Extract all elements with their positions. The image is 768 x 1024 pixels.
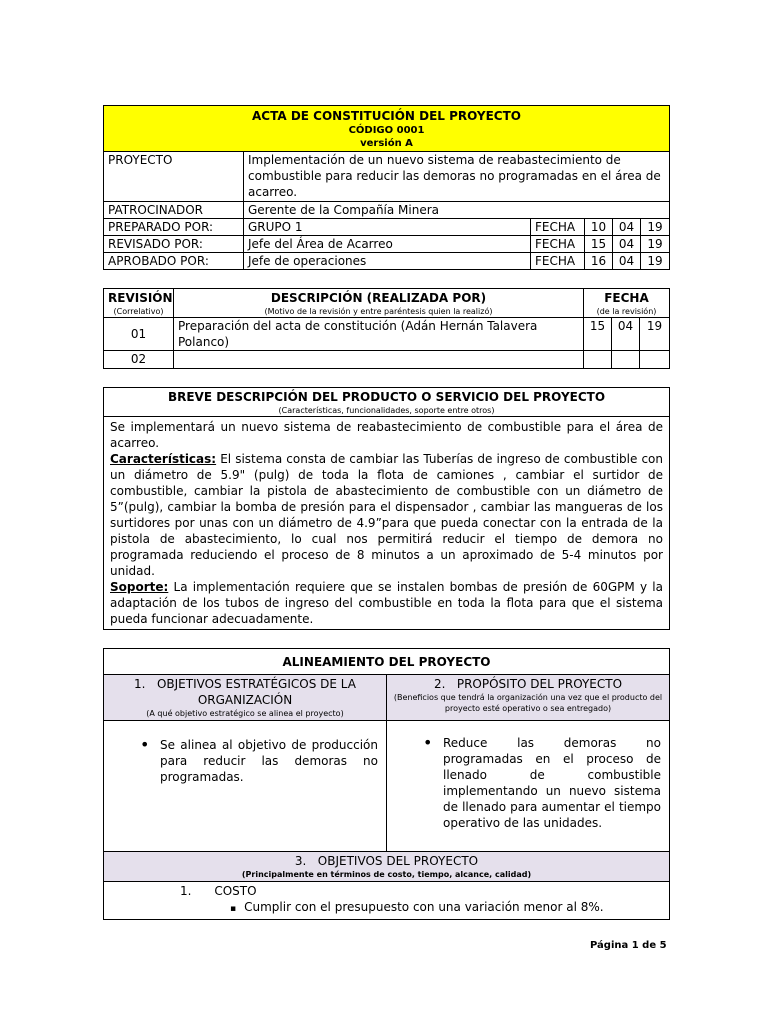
revision-month: 04 <box>612 318 640 351</box>
page-number: Página 1 de 5 <box>590 940 667 951</box>
acta-table <box>103 105 670 270</box>
date-month: 04 <box>613 253 641 270</box>
col-descripcion-sub: (Motivo de la revisión y entre paréntesis quien la realizó) <box>264 307 493 316</box>
date-day: 10 <box>585 219 613 236</box>
revisiones-table <box>103 288 670 369</box>
alineamiento-title: ALINEAMIENTO DEL PROYECTO <box>104 649 670 675</box>
caracteristicas-text: El sistema consta de cambiar las Tuberías de ingreso de combustible con un diámetro de 5.9" (pulg) de toda la flota de camiones , cambiar el surtidor de combustible, cambiar la pistola de abastecimiento de combustible con un diámetro de 5”(pulg), cambiar la bomba de presión para el dispensador , cambiar las mangueras de los surtidores por unas con un diámetro de 4.9”para que pueda conectar con la entrada de la pistola de abastecimiento, lo cual nos permitirá reducir el tiempo de demora no programada reduciendo el proceso de 8 minutos a un aproximado de 5-4 minutos por unidad. <box>110 452 663 578</box>
fecha-label: FECHA <box>531 219 585 236</box>
descripcion-title: BREVE DESCRIPCIÓN DEL PRODUCTO O SERVICIO DEL PROYECTO <box>167 390 606 404</box>
col-revision-header <box>104 289 174 318</box>
revisado-label: REVISADO POR: <box>104 236 244 253</box>
costo-label: 1. COSTO <box>180 884 257 898</box>
date-month: 04 <box>613 219 641 236</box>
col-descripcion-header <box>174 289 584 318</box>
col1-list <box>134 737 378 785</box>
acta-code: CÓDIGO 0001 <box>348 125 425 136</box>
revision-desc <box>174 351 584 369</box>
col-fecha-title: FECHA <box>604 291 649 305</box>
table-row <box>104 351 670 369</box>
objetivos-title: 3. OBJETIVOS DEL PROYECTO <box>294 854 479 868</box>
col2-title: 2. PROPÓSITO DEL PROYECTO <box>433 677 623 691</box>
patrocinador-label: PATROCINADOR <box>104 202 244 219</box>
aprobado-label: APROBADO POR: <box>104 253 244 270</box>
col-fecha-sub: (de la revisión) <box>596 307 657 316</box>
col1-title: 1. OBJETIVOS ESTRATÉGICOS DE LA ORGANIZACIÓN <box>134 677 356 707</box>
date-year: 19 <box>641 236 670 253</box>
acta-header <box>104 106 670 152</box>
proposito-cell <box>387 721 670 852</box>
table-row <box>104 318 670 351</box>
objetivos-estrategicos-header <box>104 675 387 721</box>
revision-num: 02 <box>104 351 174 369</box>
date-year: 19 <box>641 253 670 270</box>
acta-version: versión A <box>360 138 413 149</box>
revisado-value: Jefe del Área de Acarreo <box>244 236 531 253</box>
descripcion-header <box>104 388 670 417</box>
descripcion-table <box>103 387 670 630</box>
fecha-label: FECHA <box>531 253 585 270</box>
col2-sub: (Beneficios que tendrá la organización una vez que el producto del proyecto esté operativo o sea entregado) <box>393 693 663 713</box>
proyecto-label: PROYECTO <box>104 152 244 202</box>
patrocinador-value: Gerente de la Compañía Minera <box>244 202 670 219</box>
descripcion-intro: Se implementará un nuevo sistema de reabastecimiento de combustible para el área de acarreo. <box>110 420 663 450</box>
list-item: • Se alinea al objetivo de producción para reducir las demoras no programadas. <box>160 737 378 785</box>
revision-month <box>612 351 640 369</box>
acta-title: ACTA DE CONSTITUCIÓN DEL PROYECTO <box>252 109 522 123</box>
proyecto-value: Implementación de un nuevo sistema de reabastecimiento de combustible para reducir las demoras no programadas en el área de acarreo. <box>244 152 670 202</box>
date-day: 16 <box>585 253 613 270</box>
descripcion-body <box>104 417 670 630</box>
objetivos-estrategicos-cell <box>104 721 387 852</box>
proposito-header <box>387 675 670 721</box>
col-revision-title: REVISIÓN <box>108 291 173 305</box>
alineamiento-table <box>103 648 670 920</box>
date-year: 19 <box>641 219 670 236</box>
col-revision-sub: (Correlativo) <box>113 307 164 316</box>
descripcion-subtitle: (Características, funcionalidades, soporte entre otros) <box>278 406 495 415</box>
col-fecha-header <box>584 289 670 318</box>
date-day: 15 <box>585 236 613 253</box>
costo-item <box>180 899 665 917</box>
costo-item-text: Cumplir con el presupuesto con una variación menor al 8%. <box>244 900 604 914</box>
soporte-text: La implementación requiere que se instalen bombas de presión de 60GPM y la adaptación de los tubos de ingreso del combustible en toda la flota para que el sistema pueda funcionar adecuadamente. <box>110 580 663 626</box>
revision-day <box>584 351 612 369</box>
fecha-label: FECHA <box>531 236 585 253</box>
objetivos-sub: (Principalmente en términos de costo, tiempo, alcance, calidad) <box>241 870 532 879</box>
date-month: 04 <box>613 236 641 253</box>
preparado-value: GRUPO 1 <box>244 219 531 236</box>
list-item: • Reduce las demoras no programadas en el proceso de llenado de combustible implementando un nuevo sistema de llenado para aumentar el tiempo operativo de las unidades. <box>443 735 661 831</box>
caracteristicas-label: Características: <box>110 452 217 466</box>
aprobado-value: Jefe de operaciones <box>244 253 531 270</box>
col1-sub: (A qué objetivo estratégico se alinea el proyecto) <box>146 709 344 718</box>
objetivos-proyecto-header <box>104 852 670 882</box>
revision-num: 01 <box>104 318 174 351</box>
revision-desc: Preparación del acta de constitución (Adán Hernán Talavera Polanco) <box>174 318 584 351</box>
soporte-label: Soporte: <box>110 580 169 594</box>
col2-list <box>417 735 661 831</box>
preparado-label: PREPARADO POR: <box>104 219 244 236</box>
costo-cell <box>104 882 670 920</box>
revision-year <box>640 351 670 369</box>
revision-day: 15 <box>584 318 612 351</box>
revision-year: 19 <box>640 318 670 351</box>
square-bullet-icon: ▪ <box>230 904 237 914</box>
col-descripcion-title: DESCRIPCIÓN (REALIZADA POR) <box>270 291 487 305</box>
